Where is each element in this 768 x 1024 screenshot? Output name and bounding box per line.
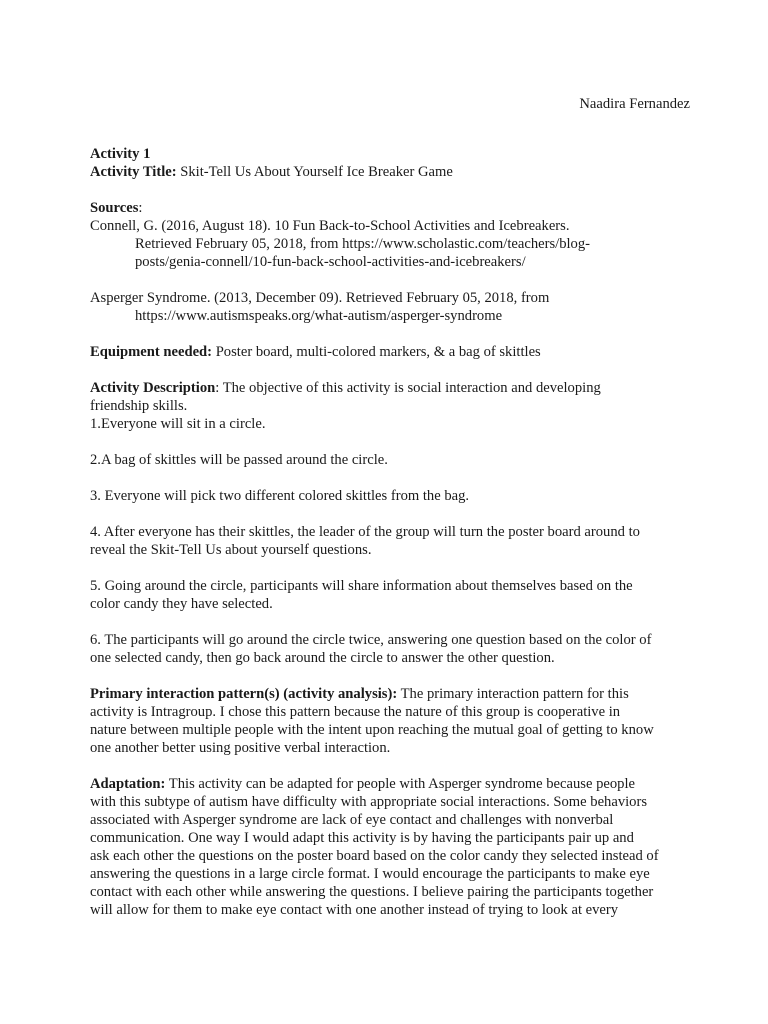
source-2-line-2: https://www.autismspeaks.org/what-autism/asperger-syndrome [135, 308, 503, 324]
primary-interaction-line-3: nature between multiple people with the intent upon reaching the mutual goal of getting to know [90, 722, 654, 738]
activity-number [90, 145, 690, 163]
adaptation-line-1 [90, 775, 690, 793]
description-label: Activity Description [90, 380, 216, 396]
activity-description [90, 379, 690, 397]
activity-title-label: Activity Title: [90, 164, 177, 180]
adaptation-line-8: will allow for them to make eye contact with one another instead of trying to look at every [90, 902, 619, 918]
adaptation-line-5: ask each other the questions on the poster board based on the color candy they selected instead of [90, 848, 659, 864]
primary-interaction-line-4: one another better using positive verbal interaction. [90, 740, 391, 756]
adaptation-line-6: answering the questions in a large circle format. I would encourage the participants to make eye [90, 866, 650, 882]
primary-interaction-label: Primary interaction pattern(s) (activity analysis): [90, 686, 398, 702]
activity-number-text: Activity 1 [90, 146, 151, 162]
activity-title-value: Skit-Tell Us About Yourself Ice Breaker Game [180, 164, 453, 180]
primary-interaction-line-1 [90, 685, 690, 703]
description-line-1: : The objective of this activity is social interaction and developing [215, 380, 601, 396]
step-4-line-2: reveal the Skit-Tell Us about yourself questions. [90, 542, 372, 558]
primary-interaction-line-2: activity is Intragroup. I chose this pattern because the nature of this group is cooperative in [90, 704, 621, 720]
sources-label: Sources [90, 200, 139, 216]
source-1-line-3: posts/genia-connell/10-fun-back-school-activities-and-icebreakers/ [135, 254, 526, 270]
primary-interaction-text: The primary interaction pattern for this [397, 686, 629, 702]
source-2-line-1: Asperger Syndrome. (2013, December 09). Retrieved February 05, 2018, from [90, 290, 550, 306]
adaptation-line-2: with this subtype of autism have difficulty with appropriate social interactions. Some behaviors [90, 794, 648, 810]
equipment-label: Equipment needed: [90, 344, 213, 360]
adaptation-line-4: communication. One way I would adapt this activity is by having the participants pair up and [90, 830, 634, 846]
sources-heading [90, 199, 690, 217]
equipment-value: Poster board, multi-colored markers, & a bag of skittles [212, 344, 541, 360]
step-5-line-2: color candy they have selected. [90, 596, 273, 612]
step-4-line-1: 4. After everyone has their skittles, the leader of the group will turn the poster board around to [90, 524, 640, 540]
author-name: Naadira Fernandez [579, 96, 690, 112]
step-6-line-1: 6. The participants will go around the circle twice, answering one question based on the color of [90, 632, 652, 648]
step-2: 2.A bag of skittles will be passed around the circle. [90, 452, 388, 468]
adaptation-text: This activity can be adapted for people with Asperger syndrome because people [165, 776, 635, 792]
description-line-2: friendship skills. [90, 398, 188, 414]
adaptation-line-7: contact with each other while answering the questions. I believe pairing the participants together [90, 884, 654, 900]
step-5-line-1: 5. Going around the circle, participants will share information about themselves based on the [90, 578, 633, 594]
document-page [90, 95, 690, 919]
source-1-line-1: Connell, G. (2016, August 18). 10 Fun Back-to-School Activities and Icebreakers. [90, 218, 570, 234]
equipment-needed [90, 343, 690, 361]
step-6-line-2: one selected candy, then go back around the circle to answer the other question. [90, 650, 555, 666]
step-3: 3. Everyone will pick two different colored skittles from the bag. [90, 488, 470, 504]
adaptation-label: Adaptation: [90, 776, 166, 792]
source-1-line-2: Retrieved February 05, 2018, from https://www.scholastic.com/teachers/blog- [135, 236, 590, 252]
activity-title [90, 163, 690, 181]
sources-colon: : [138, 200, 143, 216]
adaptation-line-3: associated with Asperger syndrome are lack of eye contact and challenges with nonverbal [90, 812, 614, 828]
step-1: 1.Everyone will sit in a circle. [90, 416, 266, 432]
